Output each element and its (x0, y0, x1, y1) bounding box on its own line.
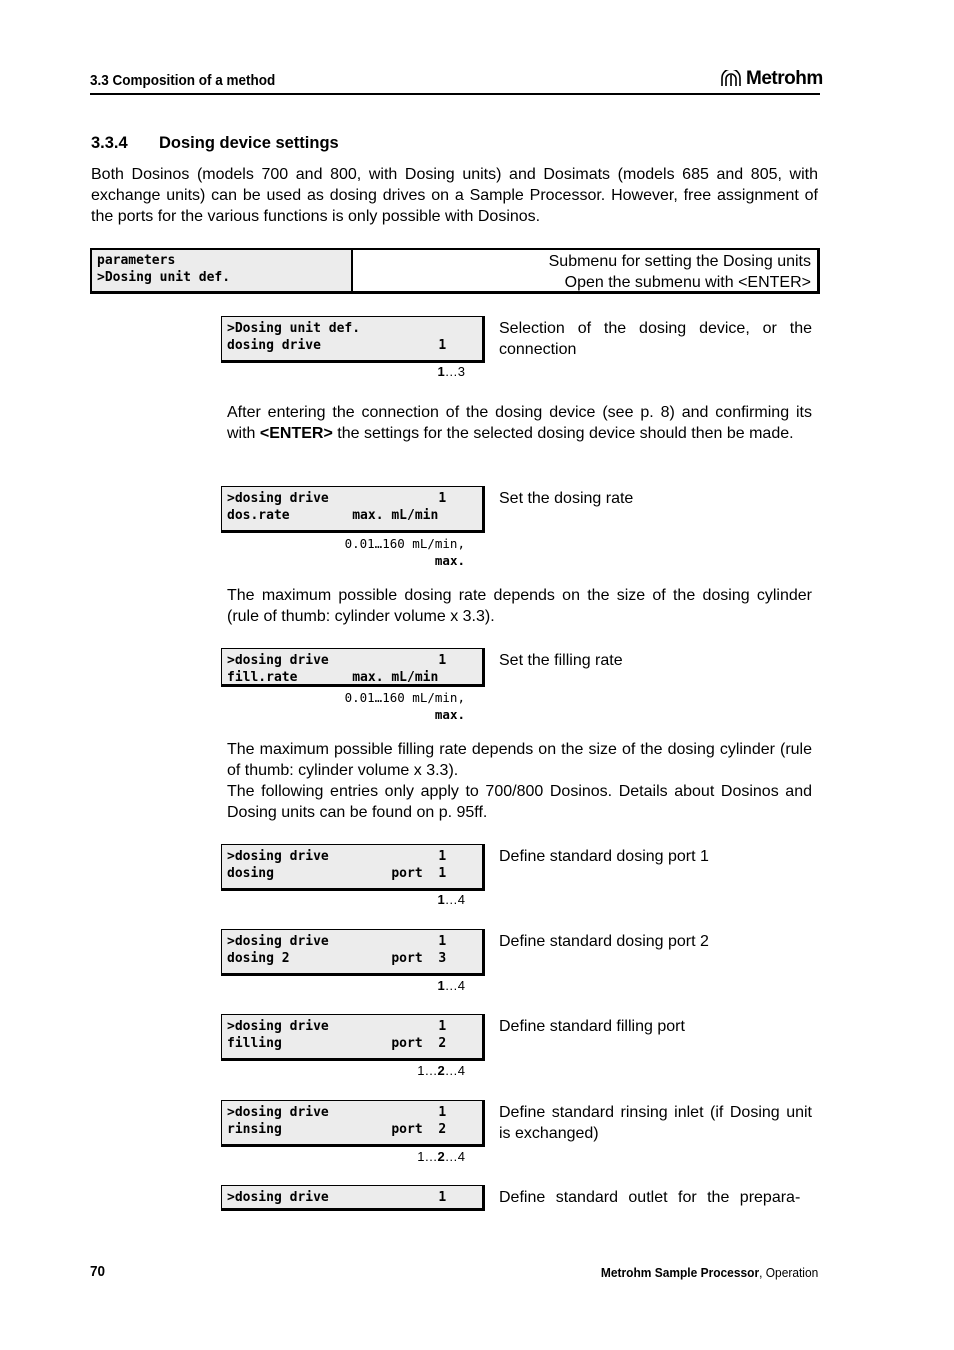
value-range (221, 978, 465, 993)
lcd-display-outlet (221, 1185, 485, 1211)
parameters-line1: parameters (97, 253, 176, 268)
after-enter-text: After entering the connection of the dosing device (see p. 8) and confirming its with (227, 404, 812, 442)
lcd-display-dosing-2-port (221, 929, 485, 976)
lcd-line2: rinsing port 2 (227, 1122, 447, 1137)
lcd-display-dos-rate (221, 486, 485, 533)
footer-title-rest: , Operation (758, 1265, 818, 1280)
lcd-line2: dosing port 1 (227, 866, 447, 881)
lcd-display-dosing-drive (221, 316, 485, 363)
entry-description: Set the filling rate (499, 652, 623, 669)
parameters-desc2: Open the submenu with <ENTER> (564, 274, 811, 291)
range-rest: …4 (444, 892, 465, 907)
range-line2: max. (434, 553, 465, 568)
entry-description: Define standard outlet for the prepara- (499, 1189, 801, 1206)
lcd-display-fill-rate (221, 648, 485, 687)
range-line1: 0.01…160 mL/min, (344, 690, 465, 705)
parameters-line2: >Dosing unit def. (97, 270, 231, 285)
entry-description: Define standard dosing port 2 (499, 933, 709, 950)
range-line2: max. (434, 707, 465, 722)
entry-description: Define standard filling port (499, 1018, 685, 1035)
entry-description: Define standard rinsing inlet (if Dosing unit is exchanged) (499, 1104, 812, 1142)
lcd-line1: >dosing drive 1 (227, 849, 447, 864)
metrohm-logo-icon (720, 70, 742, 88)
value-range (221, 535, 465, 569)
value-range (221, 892, 465, 907)
lcd-line1: >dosing drive 1 (227, 491, 447, 506)
section-title: Dosing device settings (159, 134, 339, 152)
lcd-line1: >dosing drive 1 (227, 1190, 447, 1205)
lcd-line1: >dosing drive 1 (227, 1019, 447, 1034)
range-default: 1 (437, 892, 445, 907)
fill-rate-note: The maximum possible filling rate depends on the size of the dosing cylinder (rule of thumb: cylinder volume x 3.3). (227, 741, 812, 779)
enter-key-label: <ENTER> (259, 425, 333, 442)
range-pre: 1… (417, 1149, 438, 1164)
lcd-line1: >dosing drive 1 (227, 653, 447, 668)
range-default: 2 (437, 1063, 445, 1078)
lcd-line2: fill.rate max. mL/min (227, 670, 439, 685)
lcd-display-filling-port (221, 1014, 485, 1061)
range-default: 2 (437, 1149, 445, 1164)
lcd-line1: >dosing drive 1 (227, 1105, 447, 1120)
parameters-box (90, 248, 820, 294)
intro-paragraph: Both Dosinos (models 700 and 800, with Dosing units) and Dosimats (models 685 and 805, with exchange units) can be used as dosing drives on a Sample Processor. However, free assignment of the ports for the various functions is only possible with Dosinos. (91, 166, 818, 225)
logo-text: Metrohm (746, 68, 823, 89)
range-line1: 0.01…160 mL/min, (344, 536, 465, 551)
page-number: 70 (90, 1263, 106, 1280)
dosino-note: The following entries only apply to 700/800 Dosinos. Details about Dosinos and Dosing units can be found on p. 95ff. (227, 783, 812, 821)
value-range (221, 689, 465, 723)
parameters-display (92, 250, 353, 291)
entry-description: Define standard dosing port 1 (499, 848, 709, 865)
section-number: 3.3.4 (91, 134, 128, 152)
lcd-display-dosing-port (221, 844, 485, 891)
value-range (221, 1149, 465, 1164)
range-default: 1 (437, 978, 445, 993)
metrohm-logo (720, 68, 823, 90)
value-range (221, 1063, 465, 1078)
parameters-desc1: Submenu for setting the Dosing units (548, 253, 811, 270)
entry-description: Selection of the dosing device, or the connection (499, 320, 812, 358)
dos-rate-note: The maximum possible dosing rate depends on the size of the dosing cylinder (rule of thumb: cylinder volume x 3.3). (227, 587, 812, 625)
after-enter-paragraph (227, 402, 812, 444)
value-range (221, 364, 465, 379)
parameters-description (353, 250, 817, 291)
header-rule (90, 93, 820, 95)
entry-description: Set the dosing rate (499, 490, 634, 507)
lcd-line2: dos.rate max. mL/min (227, 508, 439, 523)
range-rest: …4 (444, 1149, 465, 1164)
range-rest: …4 (444, 978, 465, 993)
lcd-line1: >dosing drive 1 (227, 934, 447, 949)
section-heading (91, 134, 339, 153)
lcd-line2: dosing drive 1 (227, 338, 447, 353)
footer-title-bold: Metrohm Sample Processor (600, 1265, 759, 1280)
range-rest: …4 (444, 1063, 465, 1078)
lcd-line2: filling port 2 (227, 1036, 447, 1051)
range-pre: 1… (417, 1063, 438, 1078)
lcd-line1: >Dosing unit def. (227, 321, 361, 336)
running-header-section: 3.3 Composition of a method (90, 72, 276, 89)
range-default: 1 (437, 364, 445, 379)
range-rest: …3 (444, 364, 465, 379)
lcd-display-rinsing-port (221, 1100, 485, 1147)
after-enter-text-end: the settings for the selected dosing device should then be made. (332, 425, 794, 442)
lcd-line2: dosing 2 port 3 (227, 951, 447, 966)
footer-title (601, 1265, 818, 1280)
